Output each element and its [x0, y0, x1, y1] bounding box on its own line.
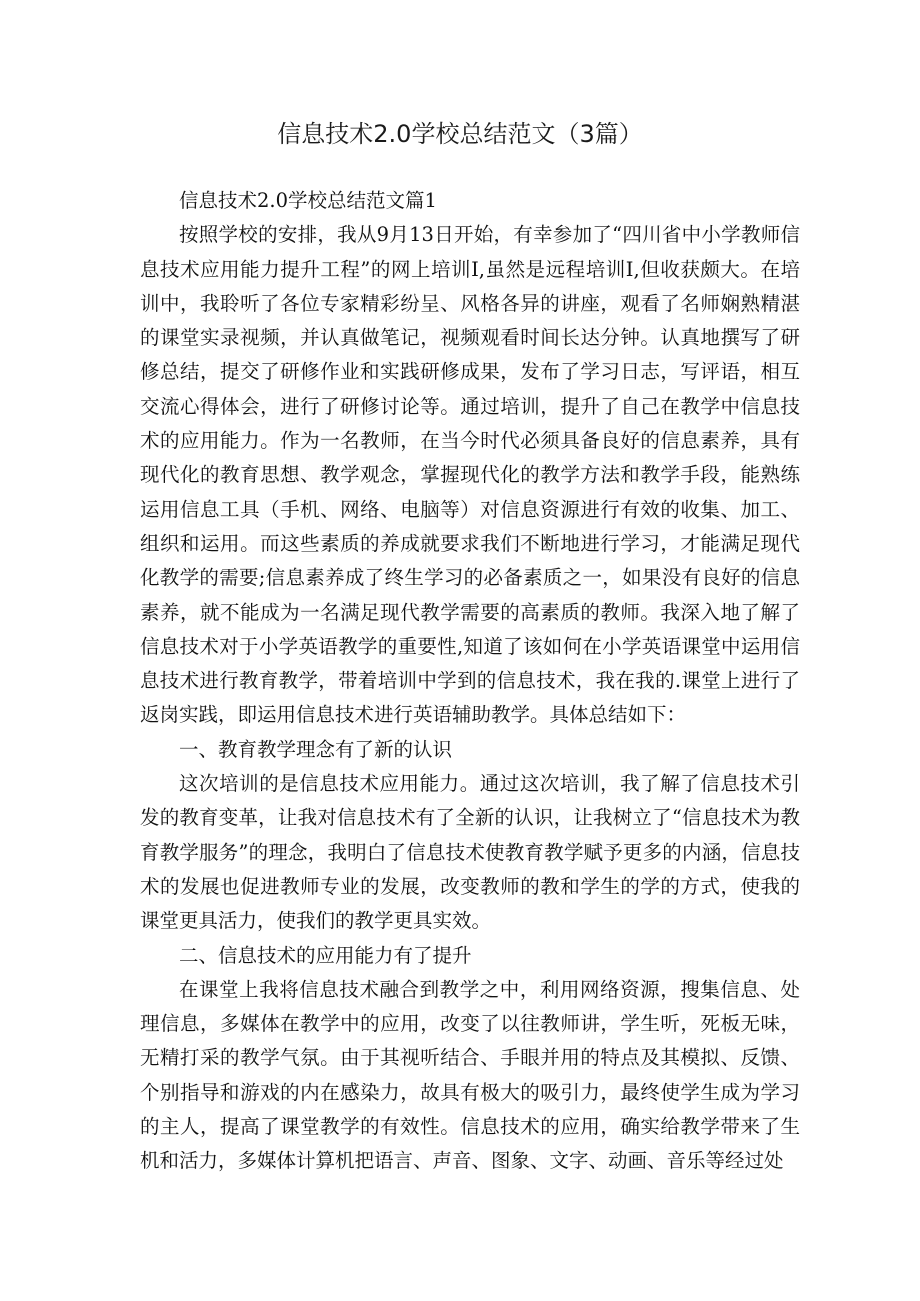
document-title: 信息技术2.0学校总结范文（3篇） [277, 120, 643, 148]
document-body [140, 184, 800, 1179]
paragraph: 在课堂上我将信息技术融合到教学之中，利用网络资源，搜集信息、处理信息，多媒体在教学中的应用，改变了以往教师讲，学生听，死板无味，无精打采的教学气氛。由于其视听结合、手眼并用的特点及其模拟、反馈、个别指导和游戏的内在感染力，故具有极大的吸引力，最终使学生成为学习的主人，提高了课堂教学的有效性。信息技术的应用，确实给教学带来了生机和活力，多媒体计算机把语言、声音、图象、文字、动画、音乐等经过处 [140, 977, 800, 1173]
paragraph: 按照学校的安排，我从9月13日开始，有幸参加了“四川省中小学教师信息技术应用能力提升工程”的网上培训I,虽然是远程培训I,但收获颇大。在培训中，我聆听了各位专家精彩纷呈、风格各异的讲座，观看了名师娴熟精湛的课堂实录视频，并认真做笔记，视频观看时间长达分钟。认真地撰写了研修总结，提交了研修作业和实践研修成果，发布了学习日志，写评语，相互交流心得体会，进行了研修讨论等。通过培训，提升了自己在教学中信息技术的应用能力。作为一名教师，在当今时代必须具备良好的信息素养，具有现代化的教育思想、教学观念，掌握现代化的教学方法和教学手段，能熟练运用信息工具（手机、网络、电脑等）对信息资源进行有效的收集、加工、组织和运用。而这些素质的养成就要求我们不断地进行学习，才能满足现代化教学的需要;信息素养成了终生学习的必备素质之一，如果没有良好的信息素养，就不能成为一名满足现代教学需要的高素质的教师。我深入地了解了信息技术对于小学英语教学的重要性,知道了该如何在小学英语课堂中运用信息技术进行教育教学，带着培训中学到的信息技术，我在我的.课堂上进行了返岗实践，即运用信息技术进行英语辅助教学。具体总结如下： [140, 223, 800, 727]
subsection-heading: 二、信息技术的应用能力有了提升 [179, 943, 472, 967]
paragraph: 这次培训的是信息技术应用能力。通过这次培训，我了解了信息技术引发的教育变革，让我对信息技术有了全新的认识，让我树立了“信息技术为教育教学服务”的理念，我明白了信息技术使教育教学赋予更多的内涵，信息技术的发展也促进教师专业的发展，改变教师的教和学生的学的方式，使我的课堂更具活力，使我们的教学更具实效。 [140, 772, 800, 933]
subsection-heading: 一、教育教学理念有了新的认识 [179, 737, 453, 761]
section-heading: 信息技术2.0学校总结范文篇1 [179, 189, 437, 212]
